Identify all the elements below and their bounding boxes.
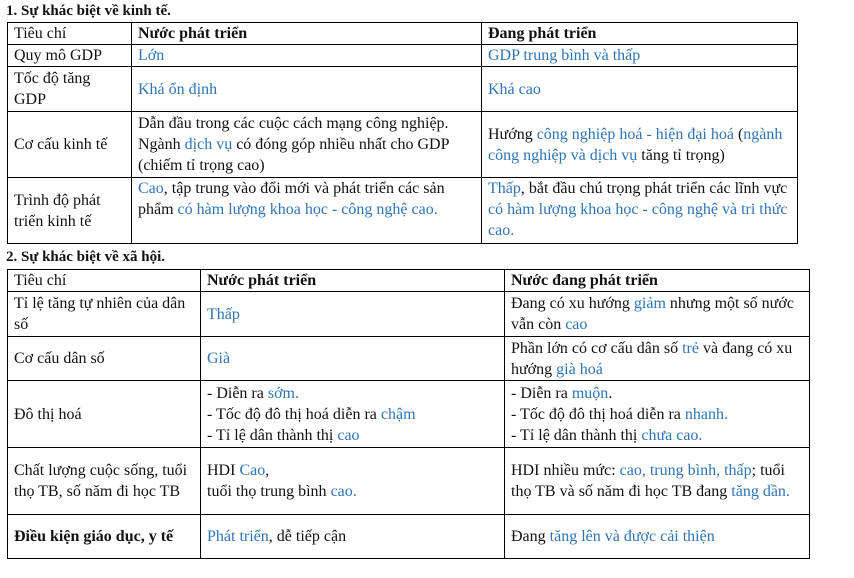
cell-text-run: Cao xyxy=(138,180,164,197)
developing-cell xyxy=(505,448,810,515)
cell-text-run: ; tuổi thọ TB và số năm đi học TB đang xyxy=(511,462,785,500)
cell-text-run: HDI nhiều mức: xyxy=(511,462,620,479)
cell-text-run: tăng tỉ trọng) xyxy=(637,146,725,164)
developing-cell xyxy=(505,515,810,559)
table-row xyxy=(8,292,810,337)
header-developed: Nước phát triển xyxy=(132,23,482,45)
cell-text-run: - Diễn ra xyxy=(207,384,268,402)
developed-cell xyxy=(132,45,482,67)
cell-text-run: GDP trung bình và thấp xyxy=(488,47,641,64)
section-1-heading: 1. Sự khác biệt về kinh tế. xyxy=(6,3,171,19)
cell-text-run: - Tốc độ đô thị hoá diễn ra xyxy=(207,405,381,423)
criteria-cell: Quy mô GDP xyxy=(8,45,132,67)
cell-text-run: Đang có xu hướng xyxy=(511,295,634,312)
cell-text-run: nhanh. xyxy=(684,405,728,423)
table-row xyxy=(8,381,810,448)
social-differences-table xyxy=(7,269,810,559)
cell-text-run: , bắt đầu chú trọng phát triển các lĩnh vực xyxy=(520,180,788,197)
table-row xyxy=(8,67,798,112)
cell-text-run: ( xyxy=(733,125,744,143)
developing-cell xyxy=(505,337,810,381)
table-row xyxy=(8,448,810,515)
table-row xyxy=(8,515,810,559)
cell-text-run: tăng lên và được cải thiện xyxy=(549,528,715,545)
economic-differences-table xyxy=(7,22,798,244)
developed-cell xyxy=(132,178,482,244)
table-row xyxy=(8,112,798,178)
cell-text-run: Phần lớn có cơ cấu dân số xyxy=(511,339,683,357)
cell-text-run: chậm xyxy=(380,405,416,423)
developing-cell xyxy=(505,292,810,337)
criteria-cell: Cơ cấu dân số xyxy=(8,337,201,381)
cell-text-run: dịch vụ xyxy=(184,136,233,153)
cell-text-run: Hướng xyxy=(488,125,537,143)
cell-text-run: công nghiệp hoá - hiện đại hoá xyxy=(536,125,734,143)
cell-text-run: - Tốc độ đô thị hoá diễn ra xyxy=(511,405,685,423)
cell-text-run: Cao xyxy=(239,462,266,479)
cell-text-run: , xyxy=(265,462,270,479)
cell-text-run: và đang có xu hướng xyxy=(511,339,793,378)
cell-text-run: - Tỉ lệ dân thành thị xyxy=(207,426,338,444)
criteria-cell: Cơ cấu kinh tế xyxy=(8,112,132,178)
header-criteria: Tiêu chí xyxy=(8,23,132,45)
header-developing: Nước đang phát triển xyxy=(505,270,810,292)
cell-text-run: Lớn xyxy=(138,47,165,64)
section-2-heading: 2. Sự khác biệt về xã hội. xyxy=(6,249,166,265)
developed-cell xyxy=(201,381,505,448)
cell-text-run: - Tỉ lệ dân thành thị xyxy=(511,426,642,444)
developing-cell xyxy=(482,178,798,244)
cell-text-run: Khá cao xyxy=(488,80,541,98)
developing-cell xyxy=(505,381,810,448)
cell-text-run: giảm xyxy=(633,295,666,312)
cell-text-run: có hàm lượng khoa học - công nghệ và tri thức cao. xyxy=(488,201,788,239)
table-row xyxy=(8,178,798,244)
developed-cell xyxy=(201,448,505,515)
criteria-cell: Tốc độ tăng GDP xyxy=(8,67,132,112)
cell-text-run: tuổi thọ trung bình xyxy=(207,483,331,500)
cell-text-run: cao. xyxy=(330,483,357,500)
header-developing: Đang phát triển xyxy=(482,23,798,45)
developed-cell xyxy=(132,112,482,178)
cell-text-run: Phát triển xyxy=(207,528,269,545)
cell-text-run: tăng dần. xyxy=(731,483,790,500)
developing-cell xyxy=(482,112,798,178)
cell-text-run: , tập trung vào đổi mới và phát triển các sản phẩm xyxy=(138,180,445,218)
cell-text-run: nhưng một số nước vẫn còn xyxy=(511,295,794,333)
table-header-row xyxy=(8,270,810,292)
table-row xyxy=(8,337,810,381)
criteria-cell: Chất lượng cuộc sống, tuổi thọ TB, số năm đi học TB xyxy=(8,448,201,515)
cell-text-run: chưa cao. xyxy=(641,426,703,444)
cell-text-run: có hàm lượng khoa học - công nghệ cao. xyxy=(177,201,438,218)
developed-cell xyxy=(201,337,505,381)
cell-text-run: . xyxy=(608,384,613,402)
cell-text-run: cao, trung bình, thấp xyxy=(619,462,752,479)
cell-text-run: muộn xyxy=(571,384,609,402)
developed-cell xyxy=(201,292,505,337)
developed-cell xyxy=(132,67,482,112)
criteria-cell: Điều kiện giáo dục, y tế xyxy=(8,515,201,559)
criteria-cell: Tỉ lệ tăng tự nhiên của dân số xyxy=(8,292,201,337)
table-row xyxy=(8,45,798,67)
cell-text-run: ngành công nghiệp và dịch vụ xyxy=(488,125,783,164)
cell-text-run: , dễ tiếp cận xyxy=(268,528,347,545)
cell-text-run: già hoá xyxy=(556,360,603,378)
cell-text-run: sớm. xyxy=(267,384,299,402)
cell-text-run: cao xyxy=(565,316,588,333)
developing-cell xyxy=(482,67,798,112)
cell-text-run: Thấp xyxy=(488,180,521,197)
cell-text-run: Dẫn đầu trong các cuộc cách mạng công nghiệp. Ngành xyxy=(138,115,449,153)
developed-cell xyxy=(201,515,505,559)
cell-text-run: Khá ổn định xyxy=(138,80,218,98)
cell-text-run: Đang xyxy=(511,528,550,545)
developing-cell xyxy=(482,45,798,67)
cell-text-run: Già xyxy=(207,350,231,367)
header-criteria: Tiêu chí xyxy=(8,270,201,292)
criteria-cell: Đô thị hoá xyxy=(8,381,201,448)
header-developed: Nước phát triển xyxy=(201,270,505,292)
criteria-cell: Trình độ phát triển kinh tế xyxy=(8,178,132,244)
cell-text-run: Thấp xyxy=(207,305,240,323)
cell-text-run: trẻ xyxy=(682,339,699,357)
cell-text-run: cao xyxy=(337,426,360,444)
cell-text-run: HDI xyxy=(207,462,240,479)
cell-text-run: có đóng góp nhiều nhất cho GDP (chiếm tỉ trọng cao) xyxy=(138,136,449,174)
table-header-row xyxy=(8,23,798,45)
cell-text-run: - Diễn ra xyxy=(511,384,572,402)
